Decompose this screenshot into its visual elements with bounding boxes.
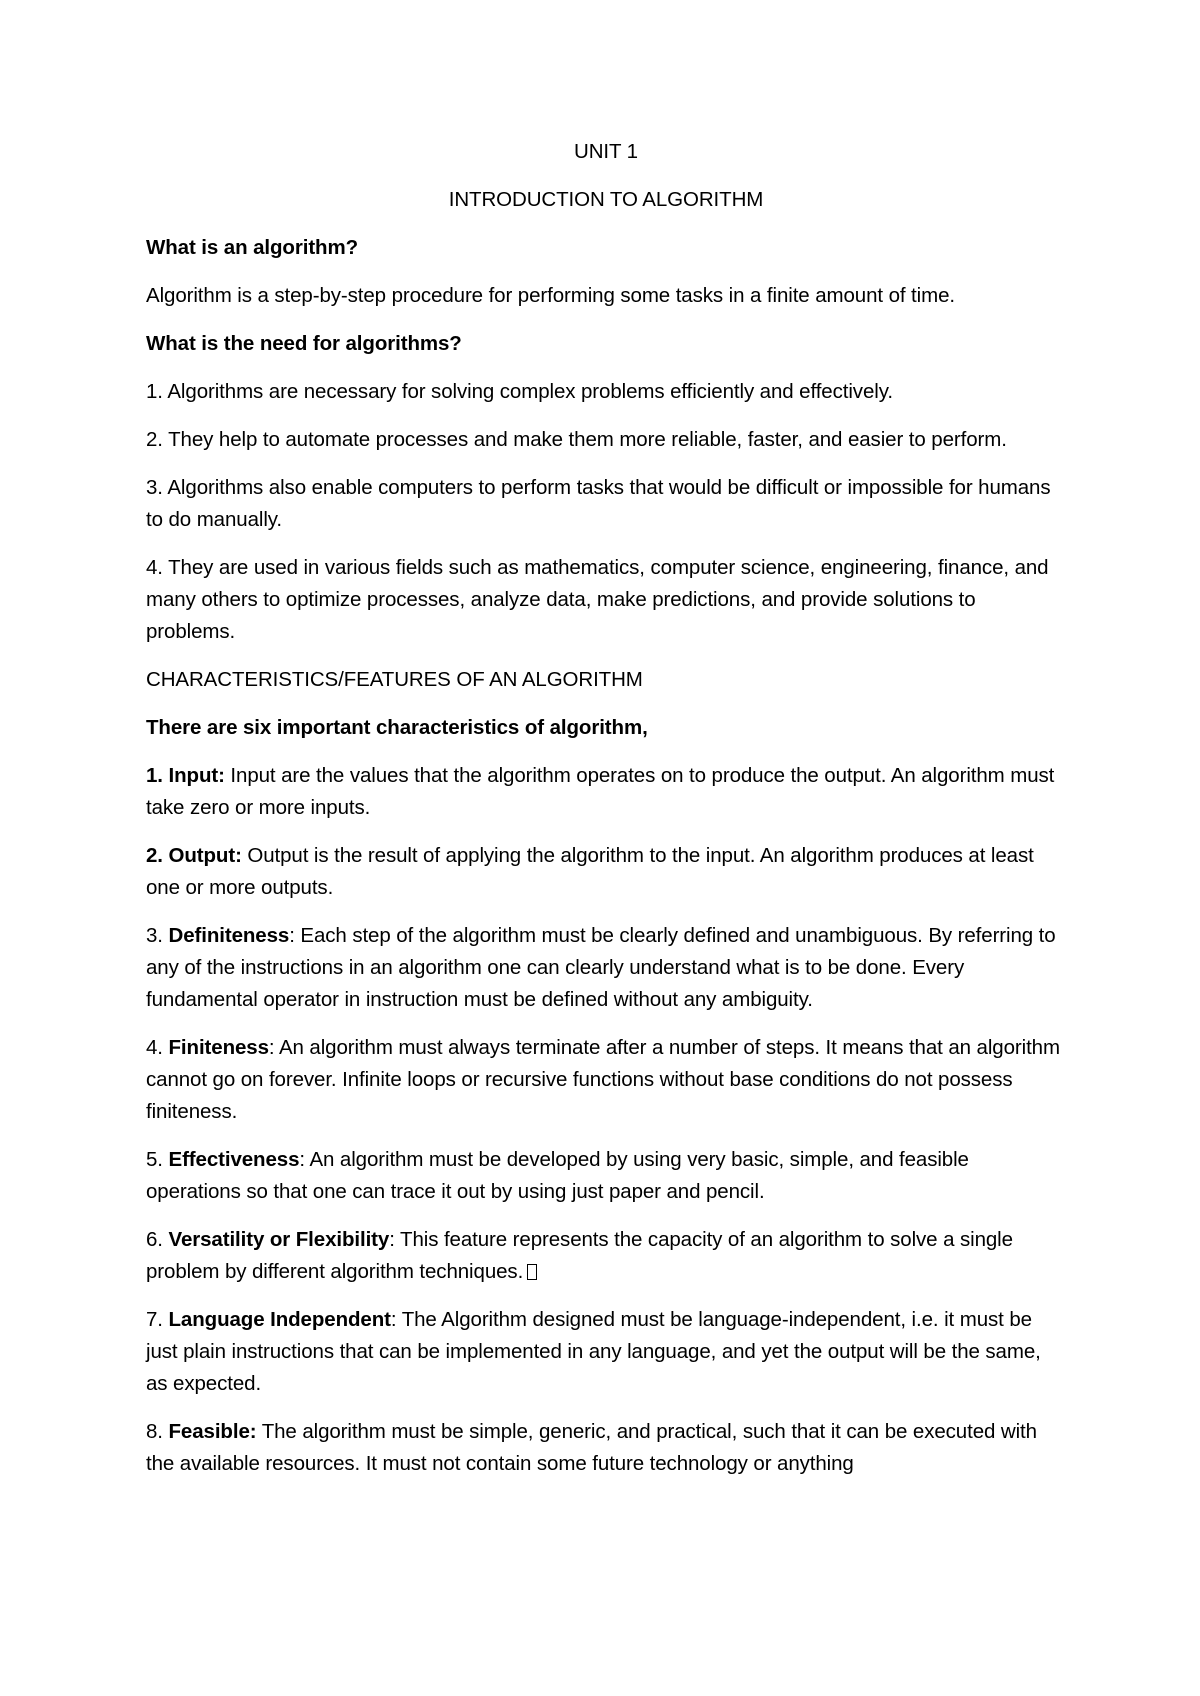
need-item: 3. Algorithms also enable computers to perform tasks that would be difficult or impossible for humans to do manually.	[146, 476, 1051, 531]
characteristic-item	[146, 1032, 1066, 1128]
need-item: 1. Algorithms are necessary for solving complex problems efficiently and effectively.	[146, 380, 893, 403]
item-term: Versatility or Flexibility	[168, 1228, 390, 1251]
item-number: 7.	[146, 1308, 169, 1331]
item-number: 2.	[146, 844, 169, 867]
item-description: : This feature represents the capacity of an algorithm to solve a single problem by different algorithm techniques.	[146, 1228, 1013, 1283]
item-description: : An algorithm must always terminate after a number of steps. It means that an algorithm cannot go on forever. Infinite loops or recursive functions without base conditions do not possess finiteness.	[146, 1036, 1060, 1123]
unit-heading: UNIT 1	[574, 140, 638, 163]
item-description: : Each step of the algorithm must be clearly defined and unambiguous. By referring to any of the instructions in an algorithm one can clearly understand what is to be done. Every fundamental operator in instruction must be defined without any ambiguity.	[146, 924, 1056, 1011]
characteristic-item	[146, 760, 1066, 824]
item-description: The algorithm must be simple, generic, and practical, such that it can be executed with the available resources. It must not contain some future technology or anything	[146, 1420, 1037, 1475]
missing-glyph-icon	[527, 1264, 537, 1280]
need-item: 4. They are used in various fields such as mathematics, computer science, engineering, finance, and many others to optimize processes, analyze data, make predictions, and provide solutions to problems.	[146, 556, 1049, 643]
item-term: Output:	[168, 844, 242, 867]
item-term: Effectiveness	[168, 1148, 300, 1171]
question-need-for-algorithms: What is the need for algorithms?	[146, 332, 462, 355]
characteristic-item	[146, 1304, 1066, 1400]
characteristics-heading: CHARACTERISTICS/FEATURES OF AN ALGORITHM	[146, 668, 643, 691]
item-term: Finiteness	[168, 1036, 269, 1059]
characteristics-lead: There are six important characteristics of algorithm,	[146, 716, 648, 739]
document-body	[146, 136, 1066, 1496]
algorithm-definition: Algorithm is a step-by-step procedure for performing some tasks in a finite amount of time.	[146, 284, 955, 307]
item-description: Output is the result of applying the algorithm to the input. An algorithm produces at least one or more outputs.	[146, 844, 1034, 899]
item-number: 1.	[146, 764, 169, 787]
item-term: Definiteness	[168, 924, 290, 947]
characteristic-item	[146, 920, 1066, 1016]
item-number: 5.	[146, 1148, 169, 1171]
characteristic-item	[146, 840, 1066, 904]
item-term: Input:	[168, 764, 225, 787]
characteristic-item	[146, 1144, 1066, 1208]
item-term: Language Independent	[168, 1308, 391, 1331]
item-number: 3.	[146, 924, 169, 947]
item-term: Feasible:	[168, 1420, 257, 1443]
item-number: 4.	[146, 1036, 169, 1059]
item-description: : The Algorithm designed must be language-independent, i.e. it must be just plain instructions that can be implemented in any language, and yet the output will be the same, as expected.	[146, 1308, 1041, 1395]
characteristic-item	[146, 1224, 1066, 1288]
question-what-is-algorithm: What is an algorithm?	[146, 236, 359, 259]
item-number: 6.	[146, 1228, 169, 1251]
need-item: 2. They help to automate processes and make them more reliable, faster, and easier to perform.	[146, 428, 1007, 451]
characteristic-item	[146, 1416, 1066, 1480]
item-number: 8.	[146, 1420, 169, 1443]
item-description: Input are the values that the algorithm operates on to produce the output. An algorithm must take zero or more inputs.	[146, 764, 1055, 819]
chapter-title: INTRODUCTION TO ALGORITHM	[448, 188, 764, 211]
item-description: : An algorithm must be developed by using very basic, simple, and feasible operations so that one can trace it out by using just paper and pencil.	[146, 1148, 969, 1203]
